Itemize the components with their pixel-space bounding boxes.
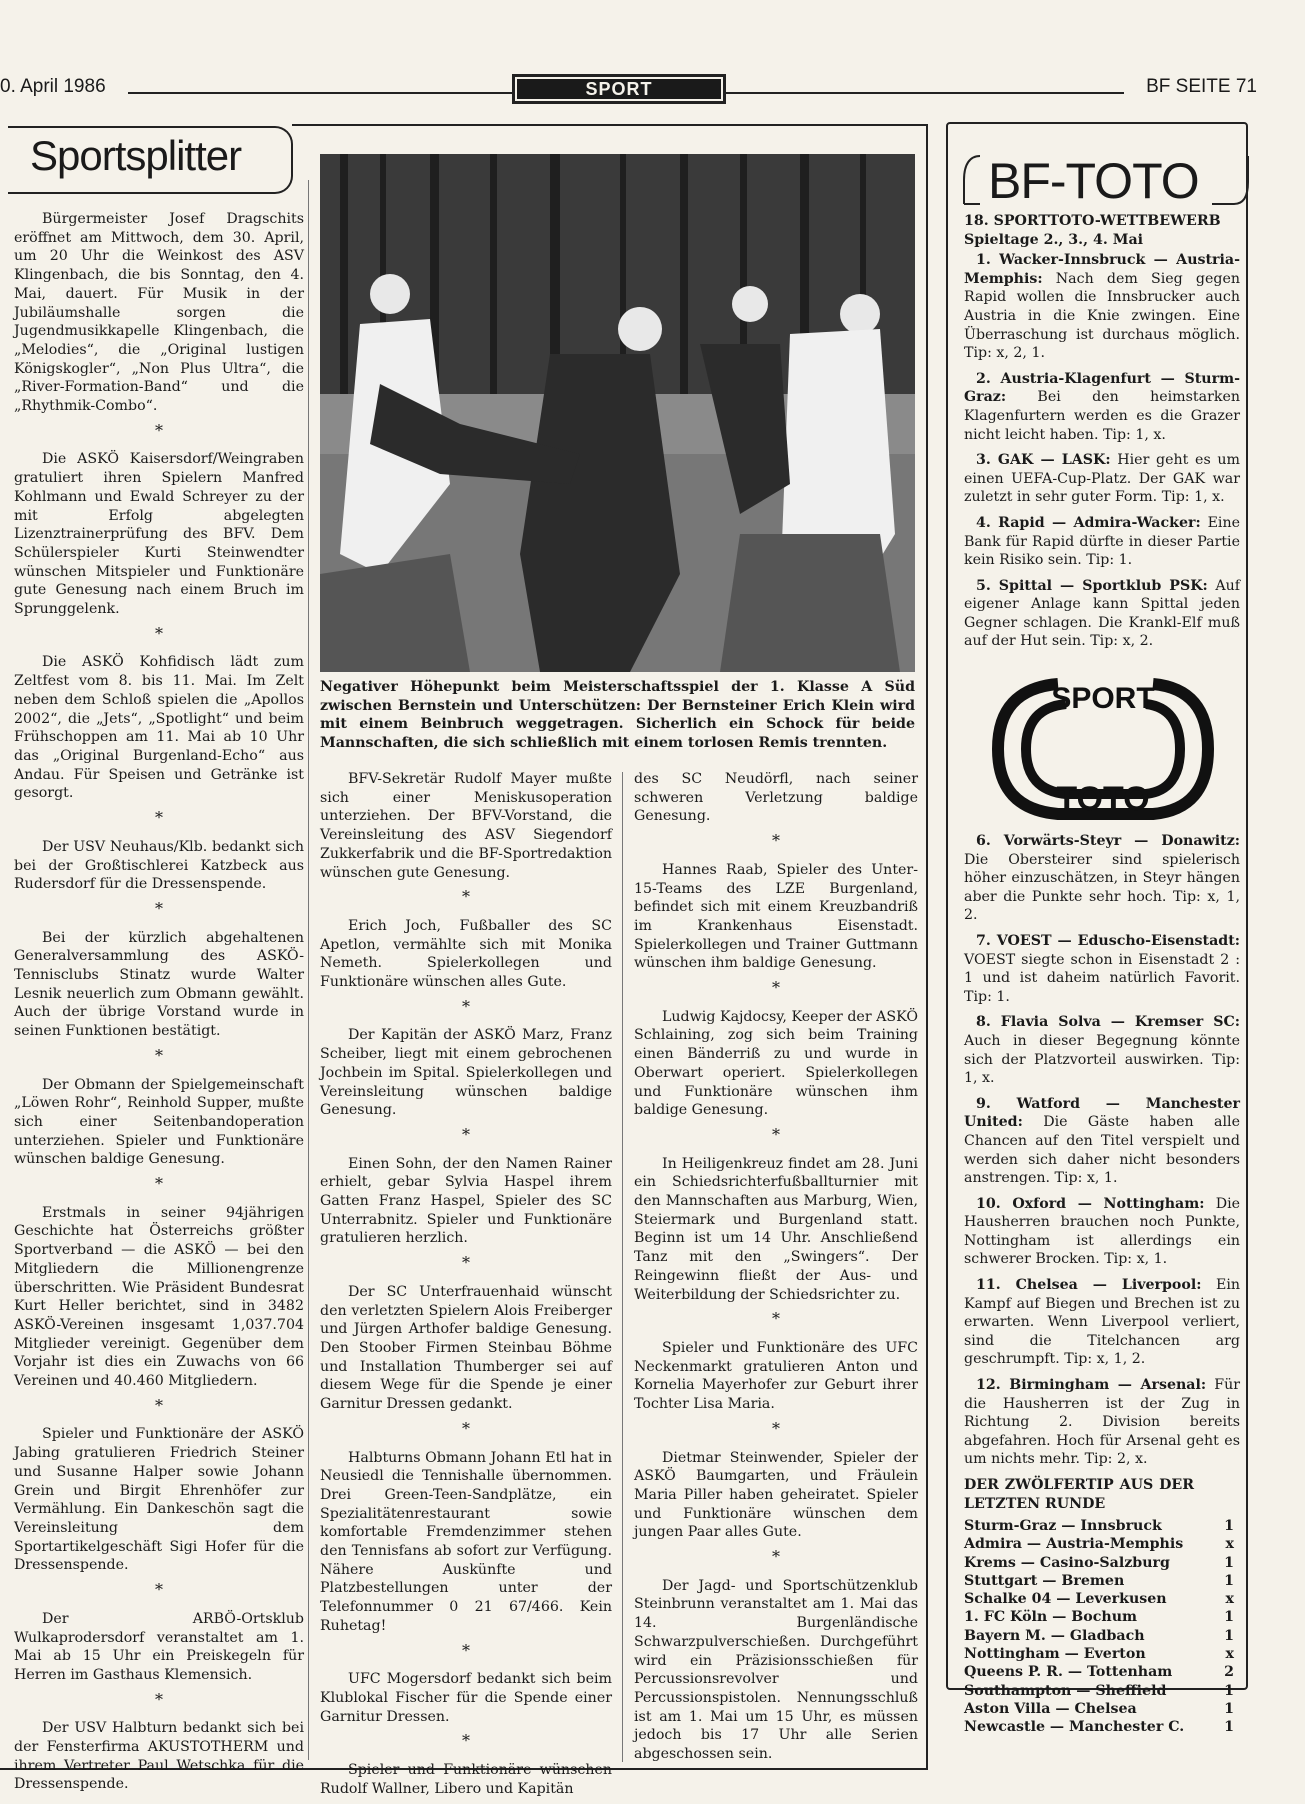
toto-tip-match: 2. Austria-Klagenfurt — Sturm-Graz: bbox=[964, 370, 1240, 406]
right-column bbox=[634, 770, 918, 1770]
zwoelfertip-heading: DER ZWÖLFERTIP AUS DER LETZTEN RUNDE bbox=[964, 1477, 1194, 1512]
toto-tip bbox=[964, 1276, 1240, 1369]
toto-tip-match: 9. Watford — Manchester United: bbox=[964, 1095, 1240, 1131]
article-paragraph: In Heiligenkreuz findet am 28. Juni ein Schiedsrichterfußballturnier mit den Mannschaften aus Marburg, Wien, Steiermark und Burgenland statt. Beginn ist um 14 Uhr. Anschließend Tanz mit den „Swingers“. Der Reingewinn fließt der Aus- und Weiterbildung der Schiedsrichter zu. bbox=[634, 1155, 918, 1303]
zwoelfertip-row bbox=[964, 1554, 1240, 1572]
sport-toto-logo-graphic bbox=[988, 674, 1218, 824]
article-paragraph: Der USV Halbturn bedankt sich bei der Fensterfirma AKUSTOTHERM und ihrem Vertreter Paul Wetschka für die Dressenspende. bbox=[14, 1720, 304, 1793]
zwoelfertip-tip: x bbox=[1225, 1536, 1234, 1553]
asterisk-separator: * bbox=[462, 1253, 470, 1273]
zwoelfertip-match: Newcastle — Manchester C. bbox=[964, 1719, 1185, 1736]
logo-text-bottom: TOTO bbox=[1056, 780, 1150, 818]
zwoelfertip-match: Southampton — Sheffield bbox=[964, 1682, 1167, 1699]
article-paragraph: Der Obmann der Spielgemeinschaft „Löwen Rohr“, Reinhold Supper, mußte sich einer Seitenbandoperation unterziehen. Spieler und Funktionäre wünschen baldige Genesung. bbox=[14, 1076, 304, 1168]
section-label-text: SPORT bbox=[517, 79, 721, 99]
asterisk-separator: * bbox=[155, 420, 163, 440]
asterisk-separator: * bbox=[462, 1731, 470, 1751]
article-paragraph: Der ARBÖ-Ortsklub Wulkaprodersdorf veranstaltet am 1. Mai ab 15 Uhr ein Preiskegeln für Herren im Gasthaus Klemensich. bbox=[14, 1610, 304, 1683]
asterisk-separator: * bbox=[155, 808, 163, 828]
zwoelfertip-tip: x bbox=[1225, 1591, 1234, 1608]
zwoelfertip-tip: 1 bbox=[1224, 1518, 1234, 1534]
zwoelfertip-match: Bayern M. — Gladbach bbox=[964, 1627, 1145, 1644]
article-paragraph: Der Kapitän der ASKÖ Marz, Franz Scheiber, liegt mit einem gebrochenen Jochbein im Spital. Spielerkollegen und Vereinsleitung wünschen baldige Genesung. bbox=[320, 1027, 612, 1119]
zwoelfertip-row bbox=[964, 1627, 1240, 1645]
toto-tip-text: Ein Kampf auf Biegen und Brechen ist zu erwarten. Wenn Liverpool verliert, sind die Titelchancen arg geschrumpft. Tip: x, 1, 2. bbox=[964, 1277, 1240, 1368]
asterisk-separator: * bbox=[155, 1045, 163, 1065]
article-paragraph: Halbturns Obmann Johann Etl hat in Neusiedl die Tennishalle übernommen. Drei Green-Teen-Sandplätze, ein Spezialitätenrestaurant sowie komfortable Fremdenzimmer stehen den Tennisfans ab sofort zur Verfügung. Nähere Auskünfte und Platzbestellungen unter der Telefonnummer 0 21 67/466. Kein Ruhetag! bbox=[320, 1449, 612, 1634]
asterisk-separator: * bbox=[462, 887, 470, 907]
zwoelfertip-tip: 1 bbox=[1224, 1572, 1234, 1589]
zwoelfertip-tip: 1 bbox=[1224, 1554, 1234, 1571]
toto-tip bbox=[964, 251, 1240, 363]
zwoelfertip-tip: 1 bbox=[1224, 1719, 1234, 1736]
asterisk-separator: * bbox=[772, 831, 780, 851]
article-paragraph: Ludwig Kajdocsy, Keeper der ASKÖ Schlaining, zog sich beim Training einen Bänderriß zu und wurde in Oberwart operiert. Spielerkollegen und Funktionäre wünschen ihm baldige Genesung. bbox=[634, 1008, 918, 1119]
article-paragraph: Dietmar Steinwender, Spieler der ASKÖ Baumgarten, und Fräulein Maria Piller haben geheiratet. Spieler und Funktionäre wünschen dem jungen Paar alles Gute. bbox=[634, 1449, 918, 1541]
asterisk-separator: * bbox=[155, 1174, 163, 1194]
toto-tip bbox=[964, 451, 1240, 507]
photo-illustration bbox=[320, 154, 915, 672]
toto-title-box bbox=[962, 152, 1254, 209]
zwoelfertip-row bbox=[964, 1590, 1240, 1608]
asterisk-separator: * bbox=[772, 1124, 780, 1144]
toto-tip-text: Für die Hausherren ist der Zug in Richtung 2. Division bereits abgefahren. Hoch für Arsenal geht es um nichts mehr. Tip: 2, x. bbox=[964, 1377, 1240, 1468]
asterisk-separator: * bbox=[772, 1418, 780, 1438]
toto-tips-part1 bbox=[964, 251, 1240, 651]
article-paragraph: Bei der kürzlich abgehaltenen Generalversammlung des ASKÖ-Tennisclubs Stinatz wurde Walter Lesnik neuerlich zum Obmann gewählt. Auch der übrige Vorstand wurde in seinen Funktionen bestätigt. bbox=[14, 929, 304, 1040]
toto-tip-match: 4. Rapid — Admira-Wacker: bbox=[976, 514, 1201, 531]
toto-tip-text: Auch in dieser Begegnung könnte sich der Platzvorteil auswirken. Tip: 1, x. bbox=[964, 1032, 1240, 1087]
toto-tip bbox=[964, 1195, 1240, 1269]
asterisk-separator: * bbox=[462, 1640, 470, 1660]
mid-column-rule bbox=[622, 772, 623, 1762]
zwoelfertip-row bbox=[964, 1718, 1240, 1736]
zwoelfertip-match: Sturm-Graz — Innsbruck bbox=[964, 1518, 1162, 1534]
middle-column bbox=[320, 770, 612, 1804]
zwoelfertip-match: Krems — Casino-Salzburg bbox=[964, 1554, 1170, 1571]
toto-tip-text: Die Hausherren brauchen noch Punkte, Nottingham ist allerdings ein schwerer Brocken. Tip: x, 1. bbox=[964, 1195, 1240, 1268]
toto-heading: 18. SPORTTOTO-WETTBEWERB bbox=[964, 213, 1221, 229]
toto-title: BF-TOTO bbox=[988, 153, 1199, 209]
toto-tip bbox=[964, 1095, 1240, 1188]
toto-tip-match: 3. GAK — LASK: bbox=[976, 452, 1111, 469]
sportsplitter-title-box bbox=[8, 126, 293, 194]
toto-tip-text: VOEST siegte schon in Eisenstadt 2 : 1 und ist daheim natürlich Favorit. Tip: 1. bbox=[964, 951, 1240, 1005]
toto-text-top bbox=[964, 212, 1240, 658]
article-paragraph: Spieler und Funktionäre wünschen Rudolf Wallner, Libero und Kapitän bbox=[320, 1762, 612, 1797]
zwoelfertip-match: Schalke 04 — Leverkusen bbox=[964, 1591, 1167, 1608]
article-paragraph: Spieler und Funktionäre des UFC Neckenmarkt gratulieren Anton und Kornelia Mayerhofer zur Geburt ihrer Tochter Lisa Maria. bbox=[634, 1339, 918, 1413]
section-label bbox=[512, 74, 726, 104]
toto-tip-match: 5. Spittal — Sportklub PSK: bbox=[976, 577, 1208, 594]
article-paragraph: Einen Sohn, der den Namen Rainer erhielt, gebar Sylvia Haspel ihrem Gatten Franz Haspel, Spieler des SC Unterrabnitz. Spieler und Funktionäre gratulieren herzlich. bbox=[320, 1155, 612, 1247]
zwoelfertip-match: Aston Villa — Chelsea bbox=[964, 1700, 1137, 1717]
asterisk-separator: * bbox=[462, 996, 470, 1016]
toto-tips-part2 bbox=[964, 832, 1240, 1469]
issue-date: 0. April 1986 bbox=[0, 76, 106, 97]
zwoelfertip-match: 1. FC Köln — Bochum bbox=[964, 1609, 1138, 1626]
zwoelfertip-row bbox=[964, 1682, 1240, 1700]
sport-toto-logo bbox=[988, 674, 1218, 824]
asterisk-separator: * bbox=[155, 898, 163, 918]
asterisk-separator: * bbox=[155, 623, 163, 643]
article-paragraph: Die ASKÖ Kohfidisch lädt zum Zeltfest vom 8. bis 11. Mai. Im Zelt neben dem Schloß spielen die „Apollos 2002“, die „Jets“, „Spotlight“ und beim Frühschoppen am 11. Mai ab 10 Uhr das „Original Burgenland-Echo“ aus Andau. Für Speisen und Getränke ist gesorgt. bbox=[14, 654, 304, 802]
header-rule-left bbox=[128, 92, 512, 94]
zwoelfertip-row bbox=[964, 1645, 1240, 1663]
zwoelfertip-row bbox=[964, 1608, 1240, 1626]
toto-tip-text: Bei den heimstarken Klagenfurtern werden es die Grazer nicht leicht haben. Tip: 1, x. bbox=[964, 389, 1240, 443]
photo-caption: Negativer Höhepunkt beim Meisterschaftsspiel der 1. Klasse A Süd zwischen Bernstein und Unterschützen: Der Bernsteiner Erich Klein wird mit einem Beinbruch weggetragen. Sicherlich ein Schock für beide Mannschaften, die sich schließlich mit einem torlosen Remis trennten. bbox=[320, 679, 915, 751]
article-paragraph: Der SC Unterfrauenhaid wünscht den verletzten Spielern Alois Freiberger und Jürgen Arthofer baldige Genesung. Den Stoober Firmen Steinbau Böhme und Installation Thumberger sei auf diesem Wege für die Spende je einer Garnitur Dressen gedankt. bbox=[320, 1283, 612, 1413]
article-paragraph: Der USV Neuhaus/Klb. bedankt sich bei der Großtischlerei Katzbeck aus Rudersdorf für die Dressenspende. bbox=[14, 838, 304, 893]
toto-tip bbox=[964, 832, 1240, 925]
frame-right-rule bbox=[926, 124, 928, 1770]
toto-tip-match: 10. Oxford — Nottingham: bbox=[976, 1195, 1205, 1212]
zwoelfertip-tip: 1 bbox=[1224, 1682, 1234, 1699]
asterisk-separator: * bbox=[772, 1547, 780, 1567]
article-paragraph: Erich Joch, Fußballer des SC Apetlon, vermählte sich mit Monika Nemeth. Spielerkollegen und Funktionäre wünschen alles Gute. bbox=[320, 917, 612, 991]
frame-top-rule bbox=[292, 124, 928, 126]
zwoelfertip-tip: 1 bbox=[1224, 1609, 1234, 1626]
asterisk-separator: * bbox=[155, 1689, 163, 1709]
article-paragraph: UFC Mogersdorf bedankt sich beim Klublokal Fischer für die Spende einer Garnitur Dressen. bbox=[320, 1671, 612, 1725]
zwoelfertip-row bbox=[964, 1700, 1240, 1718]
toto-tip-match: 12. Birmingham — Arsenal: bbox=[976, 1377, 1207, 1394]
toto-tip-match: 7. VOEST — Eduscho-Eisenstadt: bbox=[976, 932, 1240, 949]
toto-tip-match: 8. Flavia Solva — Kremser SC: bbox=[976, 1014, 1240, 1031]
toto-tip bbox=[964, 577, 1240, 651]
asterisk-separator: * bbox=[462, 1124, 470, 1144]
article-paragraph: Die ASKÖ Kaisersdorf/Weingraben gratuliert ihren Spielern Manfred Kohlmann und Ewald Schreyer zu der mit Erfolg abgelegten Lizenztrainerprüfung des BFV. Dem Schülerspieler Kurti Steinwendter wünschen Mitspieler und Funktionäre gute Genesung nach einem Bruch im Sprunggelenk. bbox=[14, 451, 304, 618]
zwoelfertip-tip: 1 bbox=[1224, 1627, 1234, 1644]
article-paragraph: des SC Neudörfl, nach seiner schweren Verletzung baldige Genesung. bbox=[634, 771, 918, 825]
zwoelfertip-tip: 1 bbox=[1224, 1700, 1234, 1717]
page-number: BF SEITE 71 bbox=[1146, 76, 1257, 97]
toto-tip-text: Auf eigener Anlage kann Spittal jeden Gegner schlagen. Die Krankl-Elf muß auf der Hut sein. Tip: x, 2. bbox=[964, 577, 1240, 650]
zwoelfertip-match: Stuttgart — Bremen bbox=[964, 1572, 1125, 1589]
toto-tip bbox=[964, 1013, 1240, 1087]
logo-text-top: SPORT bbox=[1051, 682, 1155, 715]
zwoelfertip-match: Queens P. R. — Tottenham bbox=[964, 1664, 1173, 1681]
toto-tip-text: Die Gäste haben alle Chancen auf den Titel verspielt und werden sich daher nicht besonders anstrengen. Tip: x, 1. bbox=[964, 1114, 1240, 1187]
asterisk-separator: * bbox=[772, 1309, 780, 1329]
toto-tip-text: Die Obersteirer sind spielerisch höher einzuschätzen, in Steyr hängen aber die Punkte sehr hoch. Tip: x, 1, 2. bbox=[964, 851, 1240, 924]
toto-tip-text: Hier geht es um einen UEFA-Cup-Platz. Der GAK war zuletzt in sehr guter Form. Tip: 1, x. bbox=[964, 452, 1240, 506]
asterisk-separator: * bbox=[462, 1418, 470, 1438]
toto-tip-match: 11. Chelsea — Liverpool: bbox=[976, 1277, 1202, 1294]
zwoelfertip-tip: x bbox=[1225, 1646, 1234, 1663]
toto-tip-match: 6. Vorwärts-Steyr — Donawitz: bbox=[976, 833, 1240, 849]
toto-text-bottom bbox=[964, 832, 1240, 1737]
article-paragraph: Der Jagd- und Sportschützenklub Steinbrunn veranstaltet am 1. Mai das 14. Burgenländische Schwarzpulverschießen. Durchgeführt wird ein Präzisionsschießen für Percussionsrevolver und Percussionspistolen. Nennungsschluß ist am 1. Mai um 15 Uhr, es müssen jedoch bis 17 Uhr alle Serien abgeschossen sein. bbox=[634, 1577, 918, 1763]
article-paragraph: Erstmals in seiner 94jährigen Geschichte hat Österreichs größter Sportverband — die ASKÖ — bei den Mitgliedern die Millionengrenze überschritten. Wie Präsident Bundesrat Kurt Heller berichtet, sind in 3482 ASKÖ-Vereinen insgesamt 1,037.704 Mitglieder vereinigt. Gegenüber dem Vorjahr ist dies ein Zuwachs von 66 Vereinen und 40.460 Mitgliedern. bbox=[14, 1204, 304, 1390]
toto-subheading: Spieltage 2., 3., 4. Mai bbox=[964, 231, 1144, 248]
toto-tip bbox=[964, 932, 1240, 1006]
asterisk-separator: * bbox=[772, 978, 780, 998]
column-rule bbox=[308, 180, 309, 1760]
zwoelfertip-match: Admira — Austria-Memphis bbox=[964, 1536, 1184, 1553]
match-photo bbox=[320, 154, 915, 672]
zwoelfertip-match: Nottingham — Everton bbox=[964, 1646, 1146, 1663]
toto-tip-text: Nach dem Sieg gegen Rapid wollen die Innsbrucker auch Austria in die Knie zwingen. Eine Überraschung ist durchaus möglich. Tip: x, 2, 1. bbox=[964, 270, 1240, 362]
toto-tip bbox=[964, 514, 1240, 570]
left-column bbox=[14, 210, 304, 1800]
header-rule-right bbox=[726, 92, 1124, 94]
toto-tip-match: 1. Wacker-Innsbruck — Austria-Memphis: bbox=[964, 252, 1240, 287]
toto-tip bbox=[964, 1376, 1240, 1469]
toto-tip-text: Eine Bank für Rapid dürfte in dieser Partie kein Risiko sein. Tip: 1. bbox=[964, 514, 1240, 569]
zwoelfertip-row bbox=[964, 1517, 1240, 1535]
zwoelfertip-row bbox=[964, 1572, 1240, 1590]
article-paragraph: Spieler und Funktionäre der ASKÖ Jabing gratulieren Friedrich Steiner und Susanne Halper sowie Johann Grein und Birgit Ehrenhöfer zur Vermählung. Ein Dankeschön sagt die Vereinsleitung dem Sportartikelgeschäft Sigi Hofer für die Dressenspende. bbox=[14, 1426, 304, 1574]
zwoelfertip-tip: 2 bbox=[1224, 1664, 1234, 1681]
toto-tip bbox=[964, 370, 1240, 444]
zwoelfertip-list bbox=[964, 1517, 1240, 1737]
article-paragraph: Hannes Raab, Spieler des Unter-15-Teams des LZE Burgenland, befindet sich mit einem Kreuzbandriß im Krankenhaus Eisenstadt. Spielerkollegen und Trainer Guttmann wünschen ihm baldige Genesung. bbox=[634, 861, 918, 972]
article-paragraph: BFV-Sekretär Rudolf Mayer mußte sich einer Meniskusoperation unterziehen. Der BFV-Vorstand, die Vereinsleitung des ASV Siegendorf Zukkerfabrik und die BF-Sportredaktion wünschen gute Genesung. bbox=[320, 771, 612, 881]
zwoelfertip-row bbox=[964, 1663, 1240, 1681]
article-paragraph: Bürgermeister Josef Dragschits eröffnet am Mittwoch, dem 30. April, um 20 Uhr die Weinkost des ASV Klingenbach, die bis Sonntag, den 4. Mai, dauert. Für Musik in der Jubiläumshalle sorgen die Jugendmusikkapelle Klingenbach, die „Melodies“, die „Original lustigen Königskogler“, „Non Plus Ultra“, die „River-Formation-Band“ und die „Rhythmik-Combo“. bbox=[14, 211, 304, 415]
asterisk-separator: * bbox=[155, 1580, 163, 1600]
sportsplitter-title: Sportsplitter bbox=[30, 132, 242, 179]
zwoelfertip-row bbox=[964, 1535, 1240, 1553]
asterisk-separator: * bbox=[155, 1395, 163, 1415]
